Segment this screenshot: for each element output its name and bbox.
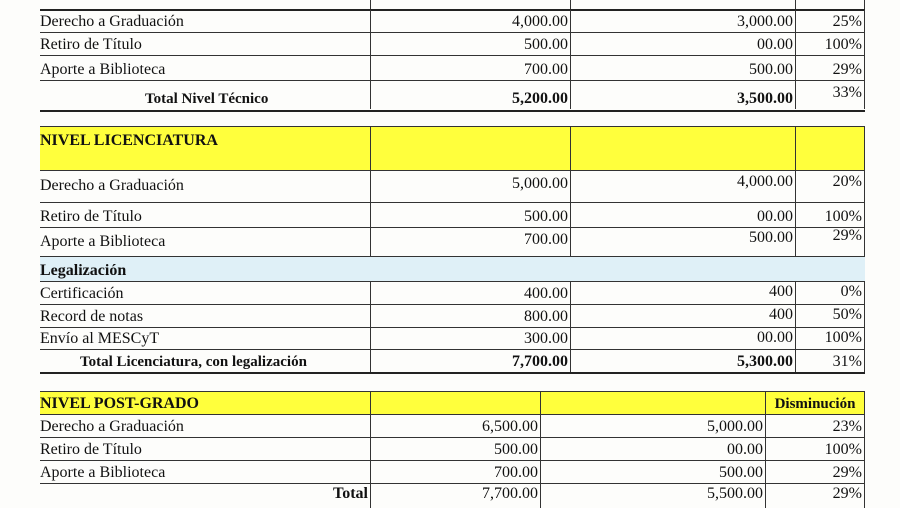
row-label: Derecho a Graduación: [40, 418, 184, 435]
table-row: [40, 328, 865, 349]
new-amount: 4,000.00: [737, 173, 793, 190]
table-row: [40, 56, 865, 80]
table-row: [40, 282, 865, 304]
section-title: NIVEL POST-GRADO: [40, 395, 199, 412]
table-row: [40, 10, 865, 32]
decrease-percent: 29%: [832, 464, 862, 481]
decrease-percent: 50%: [832, 306, 862, 323]
new-amount: 3,000.00: [737, 13, 793, 30]
decrease-percent: 29%: [832, 485, 862, 502]
row-label: Aporte a Biblioteca: [40, 61, 166, 78]
row-label: Aporte a Biblioteca: [40, 233, 166, 250]
row-label: Retiro de Título: [40, 441, 142, 458]
section-title: NIVEL LICENCIATURA: [40, 132, 218, 149]
decrease-percent: 25%: [832, 13, 862, 30]
new-amount: 400: [769, 306, 793, 323]
decrease-percent: 100%: [824, 208, 862, 225]
decrease-percent: 29%: [832, 227, 862, 244]
previous-amount: 6,500.00: [482, 418, 538, 435]
decrease-percent: 100%: [824, 329, 862, 346]
decrease-percent: 20%: [832, 173, 862, 190]
table-row: [40, 305, 865, 327]
total-row-postgrado: [40, 484, 865, 508]
decrease-percent: 31%: [832, 353, 862, 370]
legalizacion-header: [40, 257, 865, 281]
new-amount: 400: [769, 283, 793, 300]
previous-amount: 500.00: [494, 441, 538, 458]
previous-amount: 300.00: [524, 330, 568, 347]
decrease-percent: 100%: [824, 441, 862, 458]
row-label: Retiro de Título: [40, 208, 142, 225]
row-label: Total Nivel Técnico: [145, 91, 269, 107]
table-row: [40, 438, 865, 460]
section-header-licenciatura: [40, 126, 865, 170]
previous-amount: 800.00: [524, 308, 568, 325]
previous-amount: 4,000.00: [512, 13, 568, 30]
new-amount: 500.00: [749, 229, 793, 246]
table-row: [40, 415, 865, 437]
section-header-postgrado: [40, 391, 865, 414]
previous-amount: 400.00: [524, 285, 568, 302]
decrease-percent: 29%: [832, 61, 862, 78]
decrease-percent: 33%: [832, 84, 862, 101]
row-label: Certificación: [40, 285, 124, 302]
previous-amount: 700.00: [524, 61, 568, 78]
subsection-title: Legalización: [40, 262, 127, 279]
previous-amount: 700.00: [524, 231, 568, 248]
row-label: Record de notas: [40, 308, 144, 325]
new-amount: 5,500.00: [707, 485, 763, 502]
row-label: Retiro de Título: [40, 36, 142, 53]
new-amount: 500.00: [749, 61, 793, 78]
clipped-header-row: [40, 0, 865, 9]
previous-amount: 500.00: [524, 208, 568, 225]
previous-amount: 7,700.00: [482, 485, 538, 502]
new-amount: 3,500.00: [737, 90, 793, 107]
new-amount: 5,000.00: [707, 418, 763, 435]
row-label: Envío al MESCyT: [40, 330, 160, 347]
previous-amount: 7,700.00: [512, 353, 568, 370]
previous-amount: 5,000.00: [512, 175, 568, 192]
new-amount: 00.00: [757, 36, 793, 53]
previous-amount: 700.00: [494, 464, 538, 481]
row-label: Derecho a Graduación: [40, 13, 184, 30]
previous-amount: 500.00: [524, 36, 568, 53]
table-row: [40, 33, 865, 55]
new-amount: 00.00: [757, 329, 793, 346]
previous-amount: 5,200.00: [512, 90, 568, 107]
table-row: [40, 203, 865, 227]
row-label: Total: [333, 485, 368, 502]
new-amount: 500.00: [719, 464, 763, 481]
row-label: Aporte a Biblioteca: [40, 464, 166, 481]
table-row: [40, 228, 865, 256]
disminucion-label: Disminución: [774, 396, 856, 412]
total-row-licenciatura: [40, 350, 865, 372]
decrease-percent: 0%: [840, 283, 862, 300]
decrease-percent: 100%: [824, 36, 862, 53]
table-row: [40, 171, 865, 202]
new-amount: 5,300.00: [737, 353, 793, 370]
row-label: Total Licenciatura, con legalización: [80, 354, 307, 370]
table-row: [40, 461, 865, 483]
decrease-percent: 23%: [832, 418, 862, 435]
total-row-tecnico: [40, 81, 865, 109]
row-label: Derecho a Graduación: [40, 177, 184, 194]
new-amount: 00.00: [727, 441, 763, 458]
new-amount: 00.00: [757, 208, 793, 225]
